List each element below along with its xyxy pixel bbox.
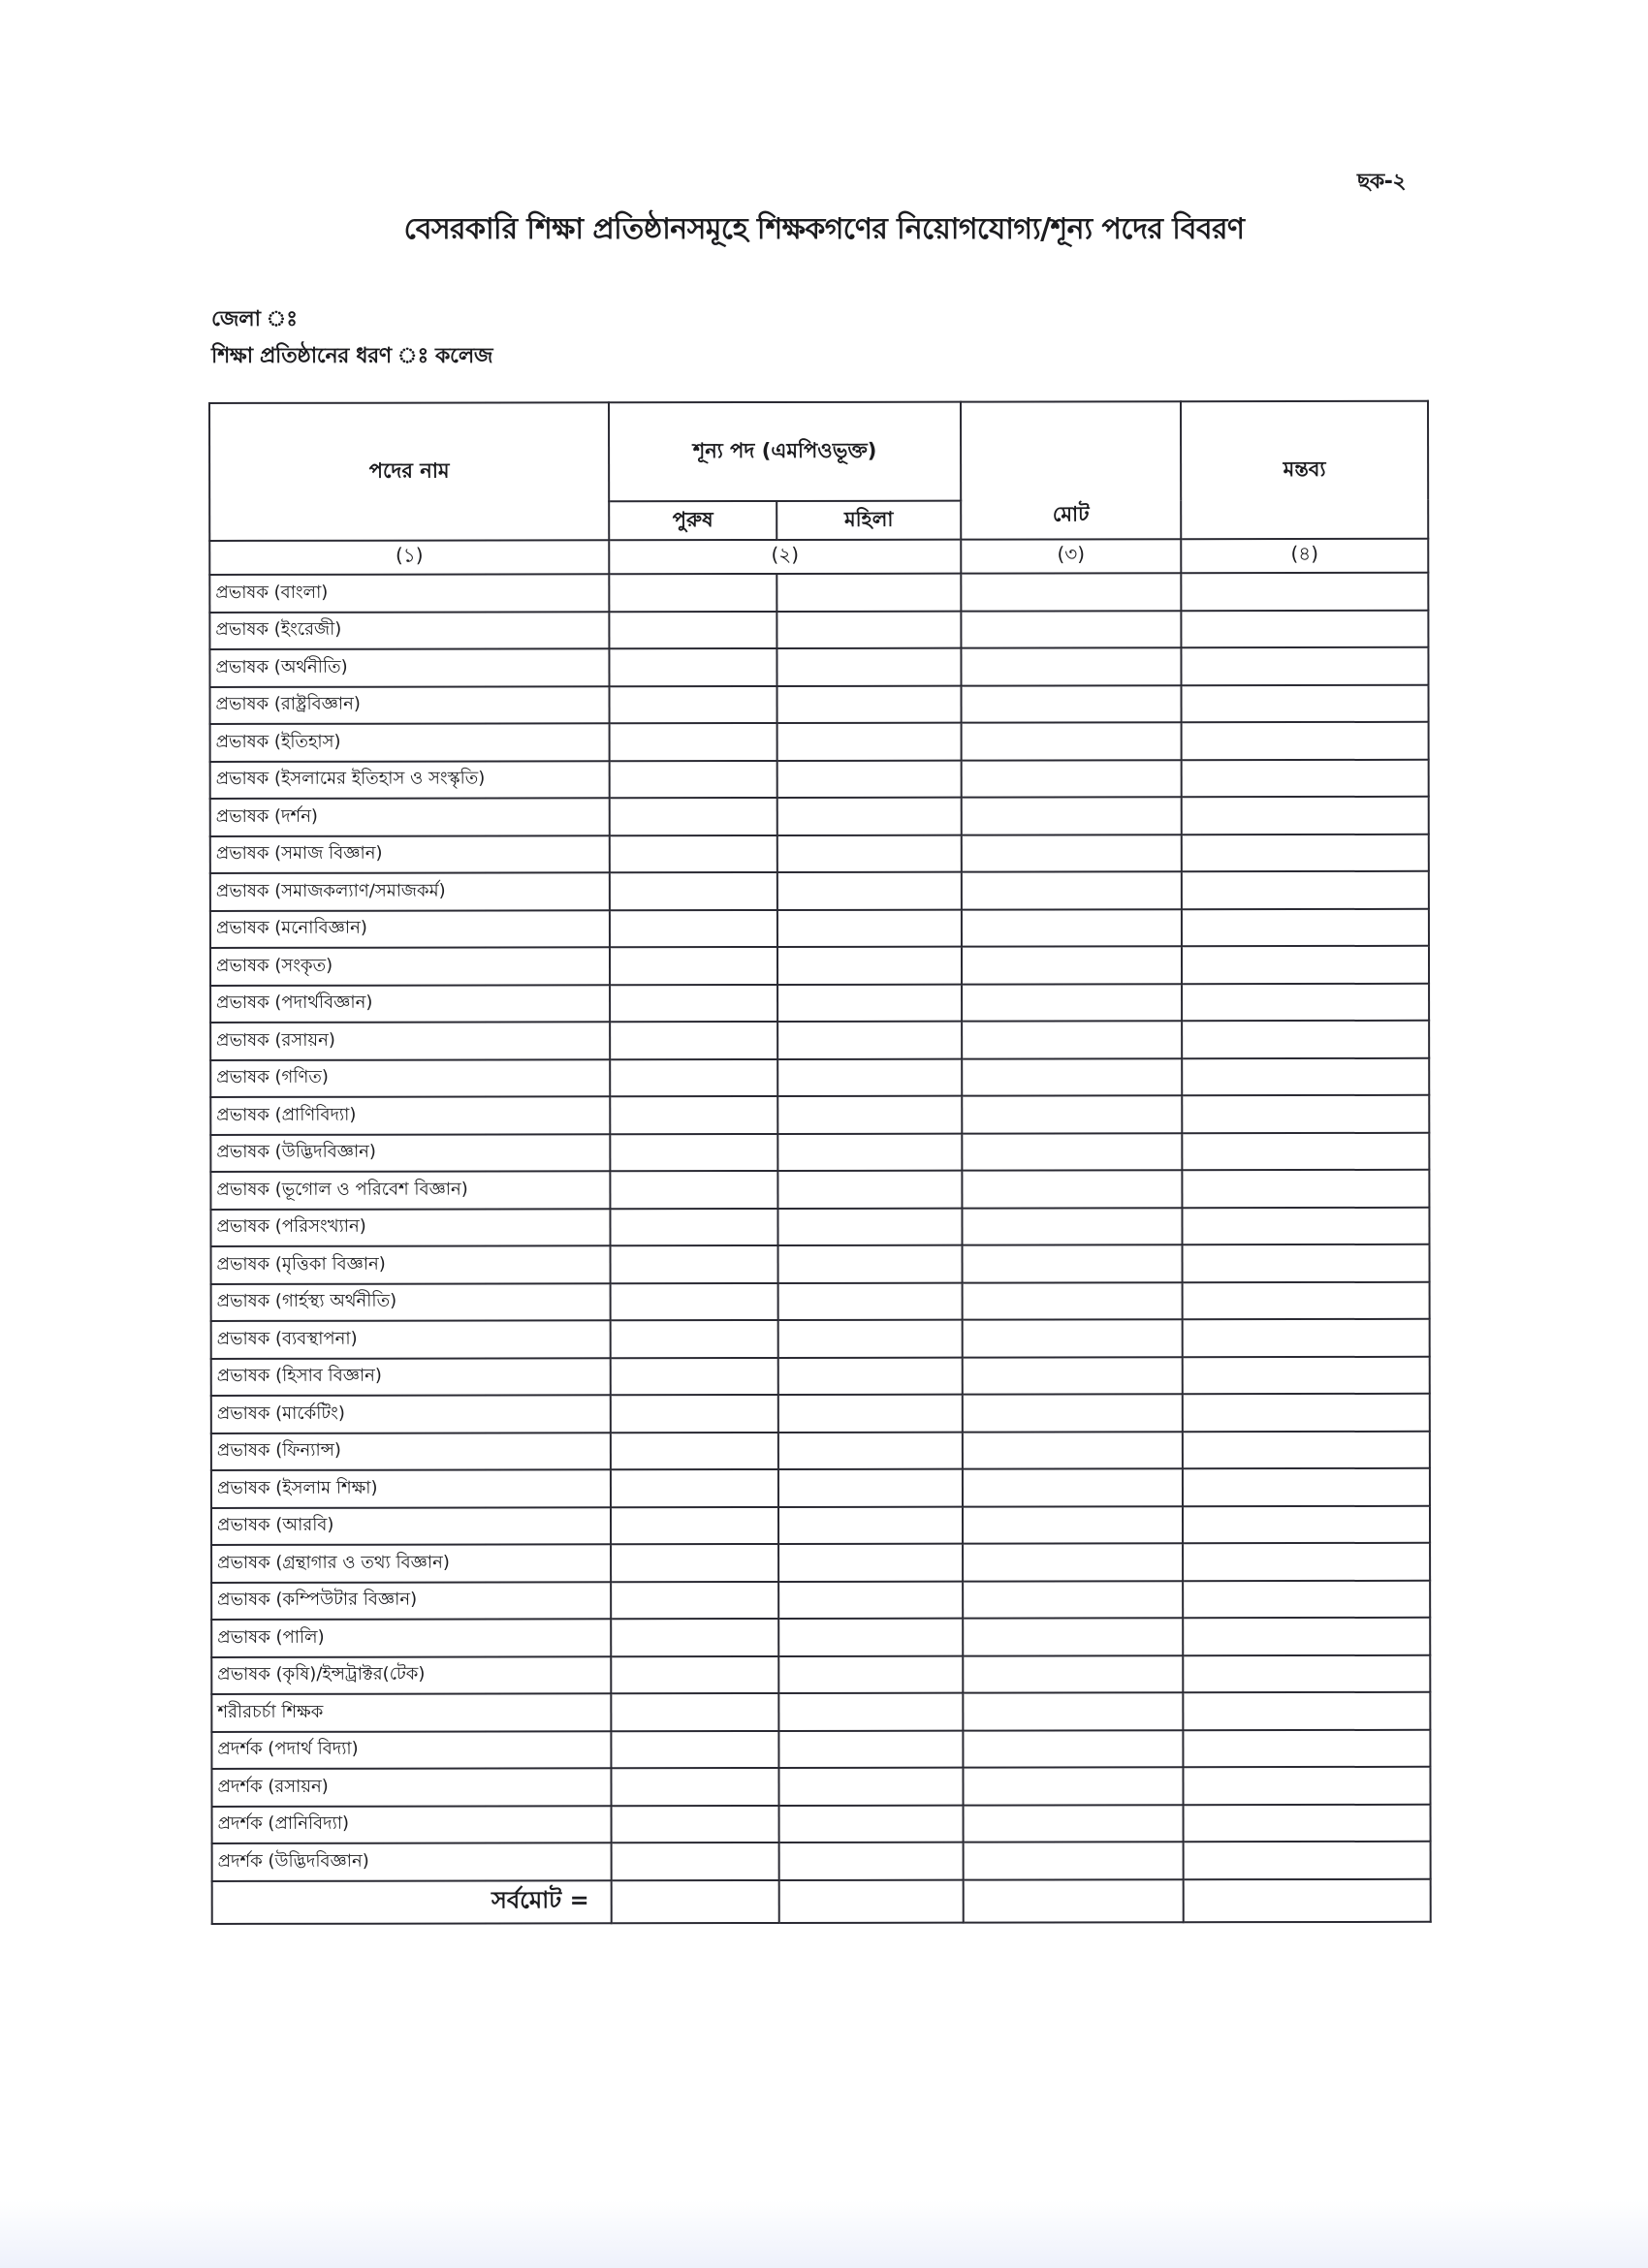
column-number-3: (৩): [961, 539, 1181, 573]
table-row: [211, 1543, 1430, 1583]
total-count-cell[interactable]: [963, 1730, 1183, 1768]
table-row: [210, 983, 1429, 1023]
remarks-cell[interactable]: [1183, 1505, 1430, 1543]
post-name-cell: প্রভাষক (কৃষি)/ইন্সট্রাক্টর(টেক): [211, 1656, 611, 1694]
remarks-cell[interactable]: [1182, 1170, 1429, 1208]
post-name-cell: প্রভাষক (মনোবিজ্ঞান): [210, 910, 610, 948]
male-count-cell[interactable]: [611, 1469, 778, 1507]
post-name-cell: প্রভাষক (মৃত্তিকা বিজ্ঞান): [211, 1245, 611, 1283]
female-count-cell[interactable]: [777, 947, 962, 985]
post-name-cell: প্রভাষক (পালি): [211, 1619, 611, 1656]
total-count-cell[interactable]: [963, 1618, 1183, 1655]
table-row: [210, 722, 1429, 762]
total-count-cell[interactable]: [961, 573, 1181, 611]
header-remarks: মন্তব্য: [1181, 401, 1428, 539]
table-row: [211, 1767, 1430, 1807]
male-count-cell[interactable]: [611, 1320, 778, 1358]
male-count-cell[interactable]: [612, 1805, 779, 1843]
total-count-cell[interactable]: [962, 797, 1182, 835]
remarks-cell[interactable]: [1182, 1095, 1429, 1133]
remarks-cell[interactable]: [1182, 946, 1429, 984]
table-row: [211, 1580, 1430, 1620]
grand-total-row: [212, 1878, 1431, 1923]
post-name-cell: প্রদর্শক (উদ্ভিদবিজ্ঞান): [212, 1843, 612, 1880]
remarks-cell[interactable]: [1182, 1207, 1429, 1244]
table-row: [210, 1207, 1429, 1246]
remarks-cell[interactable]: [1181, 573, 1428, 611]
male-count-cell[interactable]: [611, 1581, 778, 1619]
remarks-cell[interactable]: [1183, 1543, 1430, 1581]
total-count-cell[interactable]: [962, 760, 1182, 798]
document-title: বেসরকারি শিক্ষা প্রতিষ্ঠানসমূহে শিক্ষকগণের নিয়োগযোগ্য/শূন্য পদের বিবরণ: [403, 212, 1245, 246]
male-count-cell[interactable]: [611, 1544, 778, 1582]
female-count-cell[interactable]: [777, 909, 962, 947]
grand-total-female-cell[interactable]: [779, 1879, 964, 1922]
remarks-cell[interactable]: [1182, 1021, 1429, 1058]
post-name-cell: প্রভাষক (আরবি): [211, 1507, 611, 1545]
remarks-cell[interactable]: [1182, 1057, 1429, 1095]
remarks-cell[interactable]: [1182, 722, 1429, 760]
table-row: [209, 647, 1428, 687]
male-count-cell[interactable]: [610, 760, 777, 798]
post-name-cell: প্রদর্শক (রসায়ন): [211, 1768, 611, 1806]
table-row: [210, 1021, 1429, 1060]
total-count-cell[interactable]: [963, 1432, 1183, 1469]
post-name-cell: প্রভাষক (পরিসংখ্যান): [210, 1209, 610, 1246]
remarks-cell[interactable]: [1182, 1132, 1429, 1170]
female-count-cell[interactable]: [776, 574, 961, 612]
remarks-cell[interactable]: [1182, 759, 1429, 797]
male-count-cell[interactable]: [611, 1432, 778, 1469]
table-row: [210, 834, 1429, 873]
total-count-cell[interactable]: [962, 722, 1182, 760]
table-row: [210, 1132, 1429, 1172]
remarks-cell[interactable]: [1183, 1319, 1430, 1357]
remarks-cell[interactable]: [1183, 1468, 1430, 1506]
female-count-cell[interactable]: [778, 1693, 963, 1731]
total-count-cell[interactable]: [962, 909, 1182, 947]
male-count-cell[interactable]: [610, 723, 777, 761]
total-count-cell[interactable]: [963, 1692, 1183, 1730]
female-count-cell[interactable]: [777, 835, 962, 872]
post-name-cell: প্রভাষক (প্রাণিবিদ্যা): [210, 1096, 610, 1134]
female-count-cell[interactable]: [777, 760, 962, 798]
female-count-cell[interactable]: [776, 648, 961, 686]
male-count-cell[interactable]: [609, 574, 776, 612]
table-row: [212, 1804, 1431, 1843]
header-post-name: পদের নাম: [209, 402, 609, 541]
remarks-cell[interactable]: [1182, 871, 1429, 909]
scan-edge-tint: [0, 2200, 1648, 2268]
header-male: পুরুষ: [609, 501, 776, 540]
male-count-cell[interactable]: [610, 1022, 777, 1059]
post-name-cell: প্রভাষক (সমাজ বিজ্ঞান): [210, 835, 610, 873]
total-count-cell[interactable]: [962, 1170, 1182, 1208]
remarks-cell[interactable]: [1182, 834, 1429, 871]
remarks-cell[interactable]: [1183, 1729, 1430, 1767]
post-name-cell: প্রভাষক (গ্রন্থাগার ও তথ্য বিজ্ঞান): [211, 1544, 611, 1582]
table-row: [211, 1729, 1430, 1769]
male-count-cell[interactable]: [610, 835, 777, 872]
district-label: জেলা ঃ: [211, 307, 298, 331]
post-name-cell: প্রভাষক (বাংলা): [209, 574, 609, 612]
table-row: [210, 1170, 1429, 1210]
post-name-cell: প্রভাষক (ইংরেজী): [209, 612, 609, 649]
total-count-cell[interactable]: [963, 1282, 1183, 1320]
female-count-cell[interactable]: [778, 1768, 963, 1806]
female-count-cell[interactable]: [777, 798, 962, 835]
total-count-cell[interactable]: [963, 1581, 1183, 1619]
female-count-cell[interactable]: [777, 685, 962, 723]
table-row: [210, 908, 1429, 948]
table-row: [209, 573, 1428, 613]
remarks-cell[interactable]: [1183, 1281, 1430, 1319]
post-name-cell: প্রভাষক (পদার্থবিজ্ঞান): [210, 985, 610, 1023]
total-count-cell[interactable]: [962, 946, 1182, 984]
female-count-cell[interactable]: [778, 1730, 963, 1768]
post-name-cell: প্রভাষক (দর্শন): [210, 798, 610, 835]
table-row: [211, 1281, 1430, 1321]
remarks-cell[interactable]: [1182, 684, 1429, 722]
remarks-cell[interactable]: [1182, 983, 1429, 1021]
total-count-cell[interactable]: [961, 611, 1181, 648]
total-count-cell[interactable]: [963, 1244, 1183, 1282]
female-count-cell[interactable]: [778, 1395, 963, 1433]
male-count-cell[interactable]: [611, 1395, 778, 1433]
remarks-cell[interactable]: [1183, 1394, 1430, 1432]
remarks-cell[interactable]: [1183, 1654, 1430, 1692]
post-name-cell: প্রভাষক (ভূগোল ও পরিবেশ বিজ্ঞান): [210, 1171, 610, 1209]
total-count-cell[interactable]: [962, 1133, 1182, 1171]
table-row: [211, 1505, 1430, 1545]
table-body: [209, 573, 1430, 1881]
female-count-cell[interactable]: [778, 1506, 963, 1544]
female-count-cell[interactable]: [777, 1133, 962, 1171]
female-count-cell[interactable]: [779, 1843, 964, 1880]
female-count-cell[interactable]: [778, 1619, 963, 1656]
female-count-cell[interactable]: [778, 1655, 963, 1693]
remarks-cell[interactable]: [1182, 797, 1429, 835]
grand-total-total-cell[interactable]: [964, 1879, 1184, 1922]
female-count-cell[interactable]: [778, 1320, 963, 1358]
male-count-cell[interactable]: [611, 1768, 778, 1806]
post-name-cell: প্রভাষক (ব্যবস্থাপনা): [211, 1320, 611, 1358]
table-row: [211, 1618, 1430, 1657]
post-name-cell: প্রভাষক (ইসলাম শিক্ষা): [211, 1469, 611, 1507]
remarks-cell[interactable]: [1183, 1767, 1430, 1805]
remarks-cell[interactable]: [1183, 1356, 1430, 1394]
male-count-cell[interactable]: [609, 648, 776, 686]
total-count-cell[interactable]: [962, 685, 1182, 723]
column-number-4: (৪): [1181, 539, 1428, 573]
female-count-cell[interactable]: [778, 1544, 963, 1582]
female-count-cell[interactable]: [777, 872, 962, 910]
post-name-cell: প্রভাষক (অর্থনীতি): [209, 648, 609, 686]
column-number-2: (২): [609, 540, 961, 575]
post-name-cell: প্রভাষক (ফিন্যান্স): [211, 1433, 611, 1470]
male-count-cell[interactable]: [612, 1843, 779, 1880]
male-count-cell[interactable]: [610, 984, 777, 1022]
table-row: [211, 1654, 1430, 1694]
total-count-cell[interactable]: [962, 1095, 1182, 1133]
female-count-cell[interactable]: [779, 1805, 964, 1843]
form-code: ছক-২: [1357, 170, 1407, 194]
post-name-cell: প্রভাষক (কম্পিউটার বিজ্ঞান): [211, 1582, 611, 1620]
grand-total-label: সর্বমোট =: [212, 1880, 612, 1924]
remarks-cell[interactable]: [1184, 1842, 1431, 1879]
remarks-cell[interactable]: [1183, 1692, 1430, 1730]
female-count-cell[interactable]: [778, 1282, 963, 1320]
post-name-cell: প্রভাষক (মার্কেটিং): [211, 1395, 611, 1433]
table-row: [211, 1468, 1430, 1508]
table-row: [211, 1431, 1430, 1470]
total-count-cell[interactable]: [962, 1208, 1182, 1245]
table-row: [209, 610, 1428, 649]
total-count-cell[interactable]: [963, 1767, 1183, 1805]
total-count-cell[interactable]: [963, 1319, 1183, 1357]
total-count-cell[interactable]: [964, 1805, 1184, 1843]
table-row: [210, 759, 1429, 799]
male-count-cell[interactable]: [611, 1730, 778, 1768]
total-count-cell[interactable]: [963, 1394, 1183, 1432]
total-count-cell[interactable]: [962, 1021, 1182, 1058]
table-row: [210, 946, 1429, 986]
post-name-cell: প্রভাষক (উদ্ভিদবিজ্ঞান): [210, 1134, 610, 1172]
table-row: [211, 1692, 1430, 1732]
table-row: [211, 1394, 1430, 1433]
female-count-cell[interactable]: [776, 611, 961, 648]
remarks-cell[interactable]: [1183, 1431, 1430, 1468]
post-name-cell: প্রদর্শক (পদার্থ বিদ্যা): [211, 1731, 611, 1769]
post-name-cell: প্রভাষক (সমাজকল্যাণ/সমাজকর্ম): [210, 872, 610, 910]
header-female: মহিলা: [776, 501, 961, 540]
female-count-cell[interactable]: [778, 1469, 963, 1507]
male-count-cell[interactable]: [611, 1282, 778, 1320]
female-count-cell[interactable]: [778, 1245, 963, 1283]
remarks-cell[interactable]: [1181, 610, 1428, 647]
header-vacant-posts: শূন্য পদ (এমপিওভূক্ত): [609, 402, 961, 502]
remarks-cell[interactable]: [1184, 1804, 1431, 1842]
male-count-cell[interactable]: [610, 685, 777, 723]
female-count-cell[interactable]: [777, 984, 962, 1022]
male-count-cell[interactable]: [611, 1693, 778, 1731]
post-name-cell: প্রভাষক (ইতিহাস): [210, 723, 610, 761]
table-row: [210, 684, 1429, 724]
remarks-cell[interactable]: [1182, 908, 1429, 946]
table-row: [210, 1095, 1429, 1135]
table-row: [210, 871, 1429, 911]
male-count-cell[interactable]: [610, 1171, 777, 1209]
table-row: [211, 1356, 1430, 1396]
table-row: [211, 1319, 1430, 1359]
table-row: [212, 1842, 1431, 1881]
total-count-cell[interactable]: [963, 1357, 1183, 1395]
female-count-cell[interactable]: [777, 723, 962, 761]
male-count-cell[interactable]: [611, 1245, 778, 1283]
column-number-1: (১): [209, 540, 609, 575]
post-name-cell: প্রভাষক (হিসাব বিজ্ঞান): [211, 1358, 611, 1396]
post-name-cell: প্রভাষক (সংকৃত): [210, 947, 610, 985]
female-count-cell[interactable]: [777, 1171, 962, 1209]
male-count-cell[interactable]: [610, 1133, 777, 1171]
post-name-cell: প্রভাষক (ইসলামের ইতিহাস ও সংস্কৃতি): [210, 761, 610, 799]
total-count-cell[interactable]: [963, 1655, 1183, 1693]
male-count-cell[interactable]: [611, 1655, 778, 1693]
total-count-cell[interactable]: [963, 1506, 1183, 1544]
post-name-cell: প্রভাষক (গণিত): [210, 1059, 610, 1097]
male-count-cell[interactable]: [610, 947, 777, 985]
vacant-posts-table: [208, 400, 1432, 1925]
total-count-cell[interactable]: [962, 984, 1182, 1022]
post-name-cell: শরীরচর্চা শিক্ষক: [211, 1693, 611, 1731]
female-count-cell[interactable]: [777, 1208, 962, 1245]
female-count-cell[interactable]: [777, 1096, 962, 1134]
female-count-cell[interactable]: [777, 1022, 962, 1059]
total-count-cell[interactable]: [962, 835, 1182, 872]
remarks-cell[interactable]: [1183, 1244, 1430, 1282]
remarks-cell[interactable]: [1181, 647, 1428, 685]
post-name-cell: প্রভাষক (রসায়ন): [210, 1022, 610, 1059]
grand-total-male-cell[interactable]: [612, 1879, 779, 1922]
male-count-cell[interactable]: [610, 872, 777, 910]
total-count-cell[interactable]: [962, 871, 1182, 909]
total-count-cell[interactable]: [961, 647, 1181, 685]
post-name-cell: প্রভাষক (গার্হস্থ্য অর্থনীতি): [211, 1283, 611, 1321]
post-name-cell: প্রদর্শক (প্রানিবিদ্যা): [212, 1806, 612, 1843]
male-count-cell[interactable]: [611, 1619, 778, 1656]
male-count-cell[interactable]: [610, 1208, 777, 1245]
header-total: মোট: [961, 401, 1181, 539]
total-count-cell[interactable]: [964, 1842, 1184, 1879]
remarks-cell[interactable]: [1183, 1618, 1430, 1655]
grand-total-remarks-cell[interactable]: [1184, 1878, 1431, 1921]
male-count-cell[interactable]: [610, 909, 777, 947]
male-count-cell[interactable]: [611, 1506, 778, 1544]
post-name-cell: প্রভাষক (রাষ্ট্রবিজ্ঞান): [210, 686, 610, 724]
total-count-cell[interactable]: [962, 1058, 1182, 1096]
remarks-cell[interactable]: [1183, 1580, 1430, 1618]
female-count-cell[interactable]: [778, 1357, 963, 1395]
table-row: [211, 1244, 1430, 1284]
male-count-cell[interactable]: [611, 1357, 778, 1395]
institution-type-label: শিক্ষা প্রতিষ্ঠানের ধরণ ঃ কলেজ: [211, 344, 493, 368]
total-count-cell[interactable]: [963, 1468, 1183, 1506]
male-count-cell[interactable]: [609, 611, 776, 648]
female-count-cell[interactable]: [778, 1432, 963, 1469]
table-row: [210, 1057, 1429, 1097]
total-count-cell[interactable]: [963, 1543, 1183, 1581]
female-count-cell[interactable]: [778, 1581, 963, 1619]
table-row: [210, 797, 1429, 836]
female-count-cell[interactable]: [777, 1058, 962, 1096]
male-count-cell[interactable]: [610, 1058, 777, 1096]
male-count-cell[interactable]: [610, 798, 777, 835]
male-count-cell[interactable]: [610, 1096, 777, 1134]
